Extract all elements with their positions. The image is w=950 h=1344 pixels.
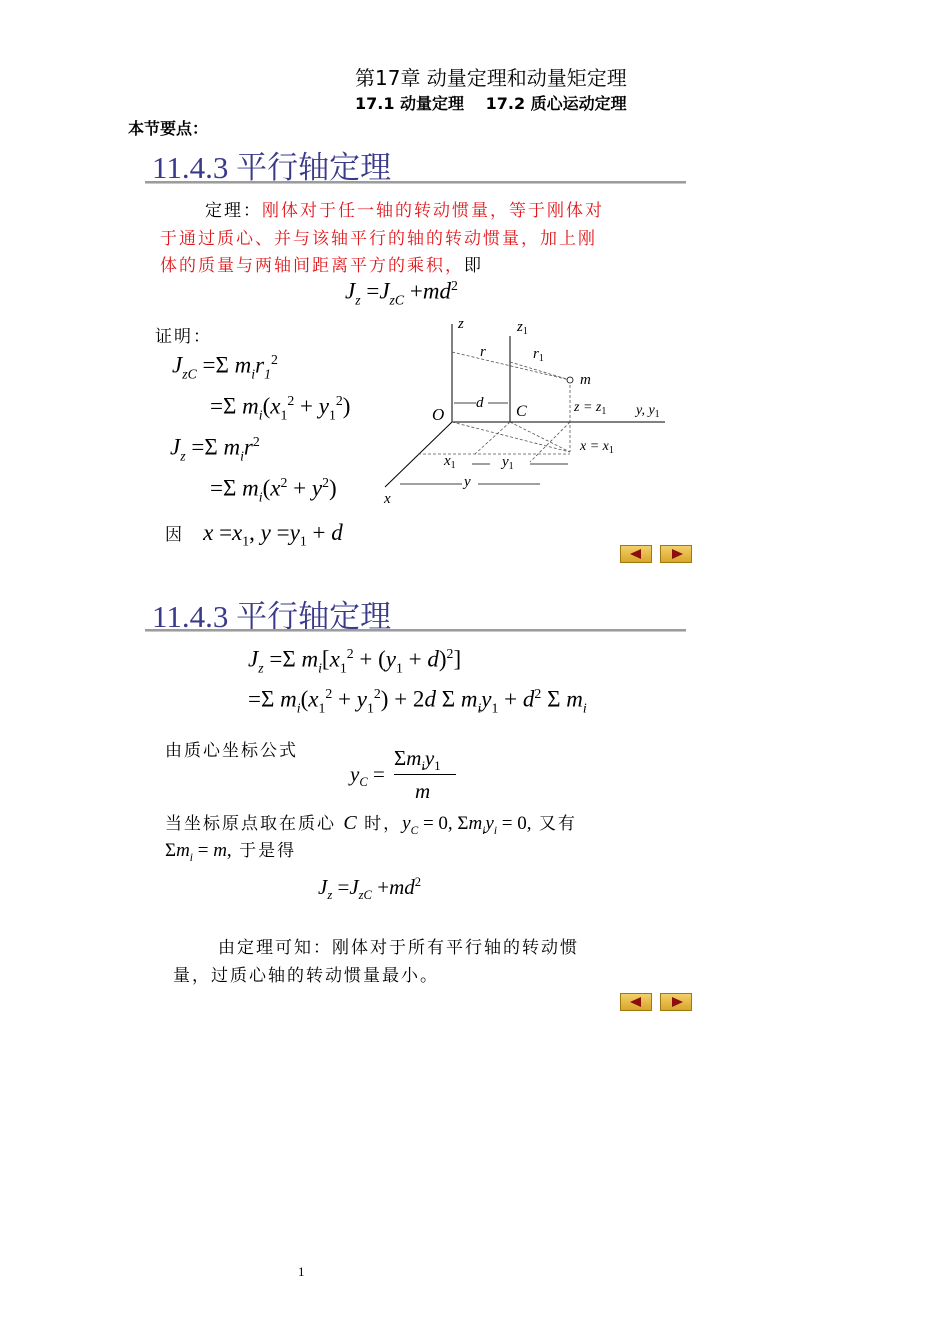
m-diagonal <box>530 422 570 462</box>
prev-slide-button[interactable] <box>620 545 652 563</box>
key-points-label: 本节要点： <box>128 119 209 138</box>
arrow-left-icon <box>630 549 641 559</box>
x-axis-line <box>385 422 452 487</box>
label-z: z <box>458 316 464 332</box>
theorem-formula: $J_z =J_{zC} +md^2$ <box>345 278 458 308</box>
result-formula: $J_z =J_{zC} +md^2$ <box>318 875 422 903</box>
label-r: r <box>480 344 486 360</box>
label-m: m <box>580 372 591 388</box>
centroid-formula-label: 由质心坐标公式 <box>165 741 298 761</box>
label-c: C <box>516 403 527 420</box>
origin-text-c: 又有 <box>538 814 577 834</box>
slide2-title: 11.4.3 平行轴定理 <box>152 599 392 634</box>
theorem-text-3: 体的质量与两轴间距离平方的乘积， <box>160 256 464 276</box>
section-subtitle: 17.1 动量定理 17.2 质心运动定理 <box>355 94 627 113</box>
theorem-text-1: 刚体对于任一轴的转动惯量，等于刚体对 <box>262 201 604 221</box>
label-y: y <box>464 474 471 490</box>
mass-point <box>567 377 573 383</box>
origin-sentence <box>165 809 577 837</box>
slide1-title: 11.4.3 平行轴定理 <box>152 150 392 185</box>
origin-conditions: $y_C = 0$, $\Sigma m_iy_i = 0$, <box>402 813 532 837</box>
parallel-axis-diagram <box>380 312 680 512</box>
centroid-denominator: m <box>415 779 431 803</box>
origin-text-a: 当坐标原点取在质心 <box>165 814 336 834</box>
origin-text-b: 时， <box>364 814 403 834</box>
because-formula: $x =x_1$, $y =y_1 + d$ <box>203 520 343 549</box>
slide2-nav <box>620 993 694 1011</box>
r1-line <box>510 362 570 380</box>
arrow-right-icon <box>672 549 683 559</box>
hence-sentence <box>165 836 296 864</box>
proof-eq-3: $J_z =\Sigma$ $m_ir^2$ <box>170 434 260 464</box>
slide2-title-rule <box>145 629 686 632</box>
proof-eq-1: $J_{zC} =\Sigma$ $m_ir_1^2$ <box>172 352 278 382</box>
chapter-title: 第17章 动量定理和动量矩定理 <box>355 66 627 90</box>
proof-eq-4: =Σ $m_i(x^2 + y^2)$ <box>210 475 337 505</box>
projection-line-c <box>510 422 570 452</box>
because-label: 因 <box>165 525 184 545</box>
expansion-eq-2: =Σ $m_i(x_1^2 + y_1^2) + 2d$ Σ $m_iy_1 + d^2$ Σ $m_i$ <box>248 686 587 716</box>
proof-label: 证明： <box>155 327 212 347</box>
theorem-line-3 <box>160 251 483 276</box>
slide1-nav <box>620 545 694 563</box>
fraction-bar <box>394 774 456 775</box>
label-y-y1: y, $y_1$ <box>636 403 660 420</box>
conclusion-line-1: 由定理可知：刚体对于所有平行轴的转动惯 <box>218 938 579 958</box>
label-x: x <box>384 491 391 507</box>
next-slide-button[interactable] <box>660 545 692 563</box>
theorem-label: 定理： <box>205 201 262 221</box>
origin-point-c: C <box>343 812 357 834</box>
hence-text: 于是得 <box>239 841 297 861</box>
arrow-left-icon <box>630 997 641 1007</box>
arrow-right-icon <box>672 997 683 1007</box>
label-z1: $z_1$ <box>517 319 528 337</box>
c-diagonal <box>475 422 510 454</box>
expansion-eq-1: $J_z =\Sigma$ $m_i[x_1^2 + (y_1 + d)^2]$ <box>248 646 462 676</box>
conclusion-line-2: 量，过质心轴的转动惯量最小。 <box>173 966 439 986</box>
label-x1: $x_1$ <box>444 453 456 471</box>
theorem-line-2: 于通过质心、并与该轴平行的轴的转动惯量，加上刚 <box>160 229 597 249</box>
label-y1: $y_1$ <box>502 454 514 472</box>
theorem-line-1 <box>205 196 604 221</box>
label-r1: $r_1$ <box>533 346 544 364</box>
label-d: d <box>476 395 484 411</box>
centroid-lhs: $y_C$ = <box>350 762 385 790</box>
slide1-title-rule <box>145 181 686 184</box>
centroid-numerator: $\Sigma m_iy_1$ <box>394 746 441 774</box>
label-x-eq-x1: $x = x_1$ <box>580 439 614 456</box>
label-origin: O <box>432 405 445 424</box>
page-number: 1 <box>298 1264 305 1279</box>
theorem-tail: 即 <box>464 256 483 276</box>
because-row <box>165 520 343 550</box>
projection-line <box>452 422 570 452</box>
r-line <box>452 352 570 380</box>
proof-eq-2: =Σ $m_i(x_1^2 + y_1^2)$ <box>210 393 351 423</box>
prev-slide-button[interactable] <box>620 993 652 1011</box>
next-slide-button[interactable] <box>660 993 692 1011</box>
label-z-eq-z1: $z = z_1$ <box>574 400 607 417</box>
mass-sum: $\Sigma m_i = m$, <box>165 840 232 864</box>
